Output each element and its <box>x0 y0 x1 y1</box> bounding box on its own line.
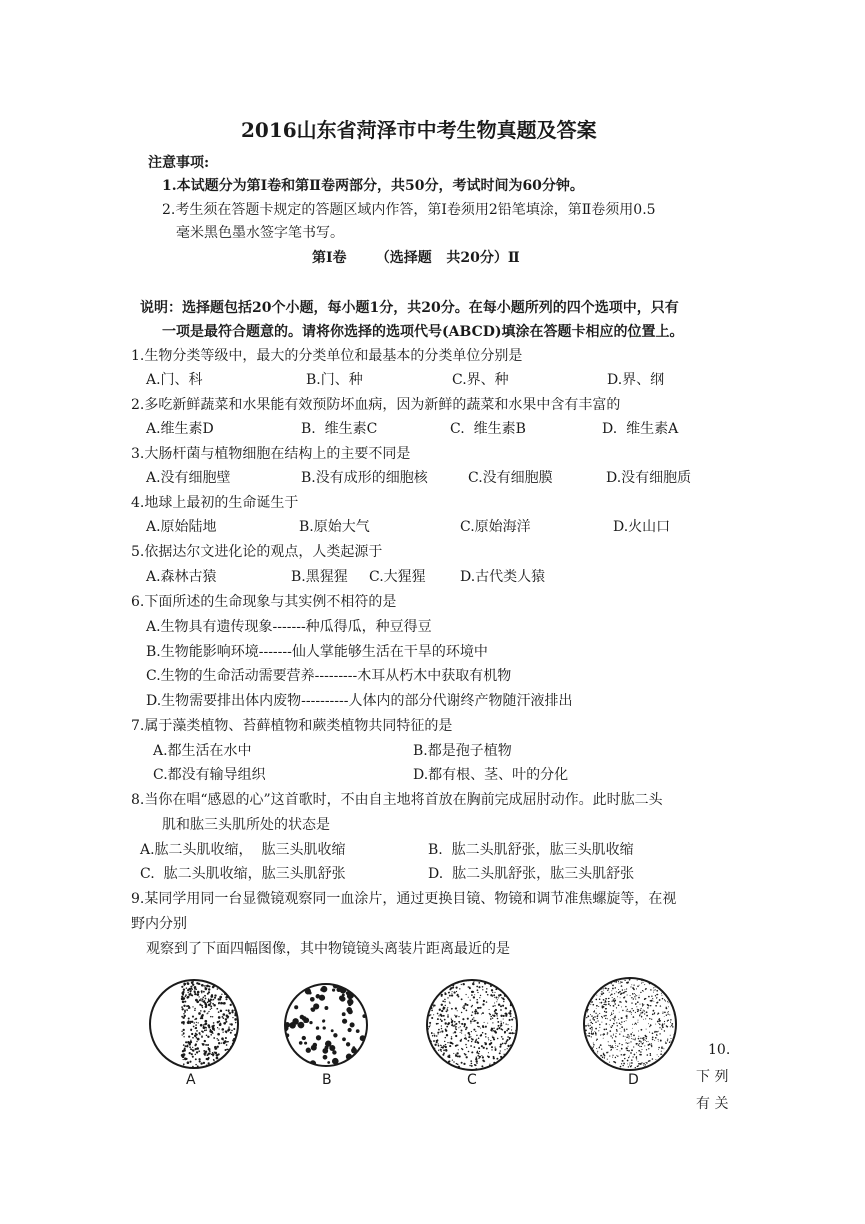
q2-stem: 2.多吃新鲜蔬菜和水果能有效预防坏血病，因为新鲜的蔬菜和水果中含有丰富的 <box>131 397 621 413</box>
microscope-image-a <box>148 978 240 1070</box>
q4-option-a: A.原始陆地 <box>146 519 217 535</box>
q4-option-b: B.原始大气 <box>299 519 370 535</box>
q10-fragment-2: 下 列 <box>696 1069 729 1085</box>
q1-option-d: D.界、纲 <box>607 372 665 388</box>
microscope-label-d: D <box>628 1072 639 1088</box>
instructions-line-1: 说明：选择题包括20个小题，每小题1分，共20分。在每小题所列的四个选项中，只有 <box>140 300 679 316</box>
q7-option-c: C.都没有输导组织 <box>153 767 266 783</box>
q5-option-b: B.黑猩猩 <box>291 569 348 585</box>
q2-option-d: D. 维生素A <box>602 421 679 437</box>
q3-option-b: B.没有成形的细胞核 <box>301 470 428 486</box>
q2-option-c: C. 维生素B <box>450 421 526 437</box>
notice-heading: 注意事项: <box>148 155 210 171</box>
q5-option-a: A.森林古猿 <box>146 569 217 585</box>
q9-stem-line-1: 9.某同学用同一台显微镜观察同一血涂片，通过更换目镜、物镜和调节准焦螺旋等，在视 <box>131 891 677 907</box>
q6-option-a: A.生物具有遗传现象-------种瓜得瓜，种豆得豆 <box>146 619 432 635</box>
q6-option-d: D.生物需要排出体内废物----------人体内的部分代谢终产物随汗液排出 <box>146 693 573 709</box>
q9-stem-line-2: 野内分别 <box>131 916 187 932</box>
q7-option-d: D.都有根、茎、叶的分化 <box>413 767 569 783</box>
section-title: 第Ⅰ卷 （选择题 共20分）Ⅱ <box>312 250 520 266</box>
q7-option-b: B.都是孢子植物 <box>413 743 512 759</box>
q2-option-a: A.维生素D <box>146 421 214 437</box>
microscope-image-d <box>582 976 678 1072</box>
q1-option-c: C.界、种 <box>452 372 509 388</box>
q5-option-c: C.大猩猩 <box>369 569 426 585</box>
microscope-image-b <box>283 982 369 1068</box>
q1-stem: 1.生物分类等级中，最大的分类单位和最基本的分类单位分别是 <box>131 348 523 364</box>
instructions-line-2: 一项是最符合题意的。请将你选择的选项代号(ABCD)填涂在答题卡相应的位置上。 <box>162 324 684 340</box>
q1-option-a: A.门、科 <box>146 372 203 388</box>
q5-stem: 5.依据达尔文进化论的观点，人类起源于 <box>131 544 383 560</box>
q6-stem: 6.下面所述的生命现象与其实例不相符的是 <box>131 594 397 610</box>
q9-stem-line-3: 观察到了下面四幅图像，其中物镜镜头离装片距离最近的是 <box>146 941 510 957</box>
microscope-label-c: C <box>467 1072 477 1088</box>
page-title: 2016山东省菏泽市中考生物真题及答案 <box>241 118 597 142</box>
q6-option-c: C.生物的生命活动需要营养---------木耳从朽木中获取有机物 <box>146 668 512 684</box>
q3-option-a: A.没有细胞壁 <box>146 470 231 486</box>
q5-option-d: D.古代类人猿 <box>460 569 546 585</box>
q8-option-d: D. 肱二头肌舒张，肱三头肌舒张 <box>428 866 635 882</box>
microscope-label-a: A <box>186 1072 196 1088</box>
q10-fragment-3: 有 关 <box>696 1096 729 1112</box>
q8-stem-line-2: 肌和肱三头肌所处的状态是 <box>162 817 330 833</box>
q4-option-d: D.火山口 <box>613 519 671 535</box>
q3-stem: 3.大肠杆菌与植物细胞在结构上的主要不同是 <box>131 446 411 462</box>
q4-option-c: C.原始海洋 <box>460 519 531 535</box>
q8-option-b: B. 肱二头肌舒张，肱三头肌收缩 <box>428 842 634 858</box>
q2-option-b: B. 维生素C <box>301 421 378 437</box>
q4-stem: 4.地球上最初的生命诞生于 <box>131 495 299 511</box>
microscope-image-c <box>425 978 519 1072</box>
q8-option-a: A.肱二头肌收缩， 肱三头肌收缩 <box>140 842 346 858</box>
q8-stem-line-1: 8.当你在唱“感恩的心”这首歌时，不由自主地将首放在胸前完成屈肘动作。此时肱二头 <box>131 792 663 808</box>
notice-item-1: 1.本试题分为第Ⅰ卷和第Ⅱ卷两部分，共50分，考试时间为60分钟。 <box>162 178 584 194</box>
q6-option-b: B.生物能影响环境-------仙人掌能够生活在干旱的环境中 <box>146 644 488 660</box>
q3-option-c: C.没有细胞膜 <box>468 470 553 486</box>
q3-option-d: D.没有细胞质 <box>606 470 692 486</box>
microscope-label-b: B <box>322 1072 332 1088</box>
q1-option-b: B.门、种 <box>306 372 363 388</box>
notice-item-2: 2.考生须在答题卡规定的答题区域内作答，第Ⅰ卷须用2铅笔填涂，第Ⅱ卷须用0.5 <box>162 202 656 218</box>
q10-fragment-1: 10. <box>708 1042 731 1058</box>
q8-option-c: C. 肱二头肌收缩，肱三头肌舒张 <box>140 866 346 882</box>
q7-option-a: A.都生活在水中 <box>153 743 252 759</box>
q7-stem: 7.属于藻类植物、苔藓植物和蕨类植物共同特征的是 <box>131 718 453 734</box>
notice-item-2-cont: 毫米黑色墨水签字笔书写。 <box>176 225 344 241</box>
